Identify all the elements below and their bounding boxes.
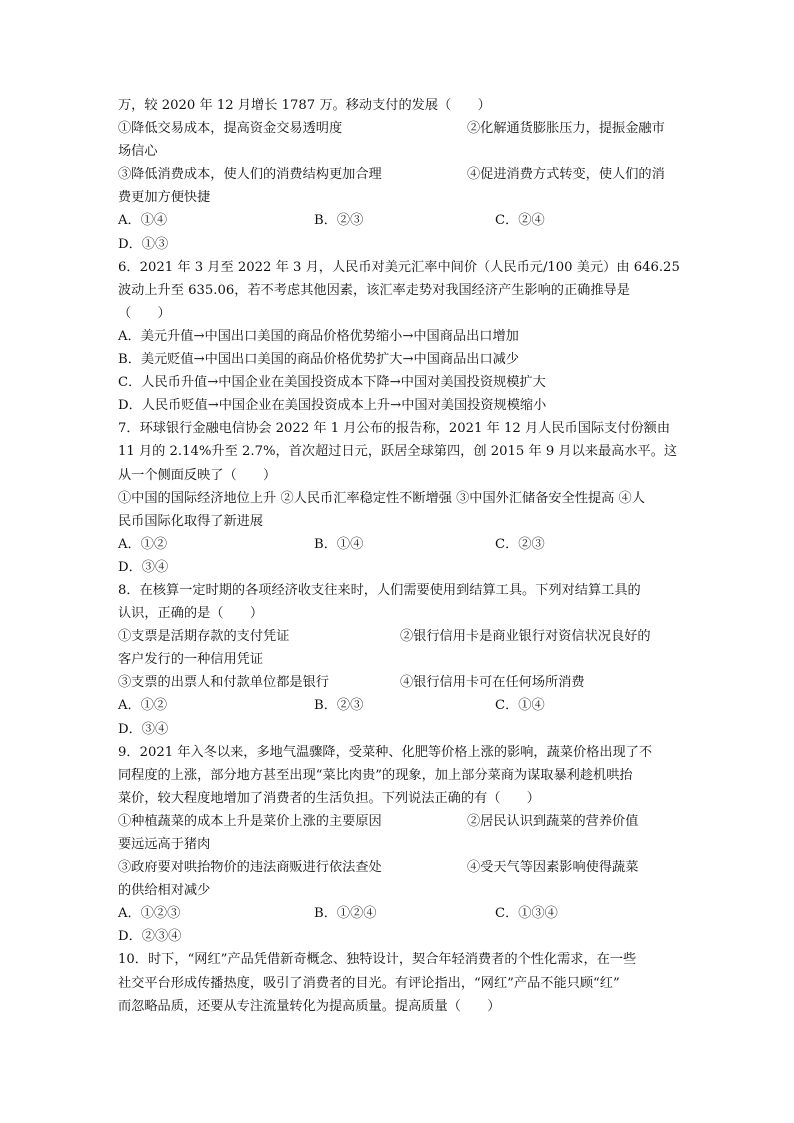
q6-answer-a: A．美元升值→中国出口美国的商品价格优势缩小→中国商品出口增加 bbox=[118, 328, 519, 344]
q8-stem-line1: 8．在核算一定时期的各项经济收支往来时，人们需要使用到结算工具。下列对结算工具的 bbox=[118, 582, 641, 598]
q6-answer-b: B．美元贬值→中国出口美国的商品价格优势扩大→中国商品出口减少 bbox=[118, 352, 520, 368]
q7-stem-line2: 11 月的 2.14%升至 2.7%，首次超过日元，跃居全球第四，创 2015 年 9 月以来最高水平。这 bbox=[118, 444, 678, 460]
q7-stem-line3: 从一个侧面反映了（ ） bbox=[118, 467, 277, 483]
q9-answer-c: C．①③④ bbox=[495, 906, 558, 922]
q7-answer-c: C．②③ bbox=[495, 536, 545, 552]
q6-answer-d: D．人民币贬值→中国企业在美国投资成本上升→中国对美国投资规模缩小 bbox=[118, 398, 547, 414]
q6-stem-line2: 波动上升至 635.06，若不考虑其他因素，该汇率走势对我国经济产生影响的正确推导是 bbox=[118, 282, 630, 298]
q8-answer-a: A．①② bbox=[118, 698, 168, 714]
q9-option-2: ②居民认识到蔬菜的营养价值 bbox=[467, 813, 639, 829]
q10-stem-line1: 10．时下，“网红”产品凭借新奇概念、独特设计，契合年轻消费者的个性化需求，在一些 bbox=[118, 952, 637, 968]
q8-option-4: ④银行信用卡可在任何场所消费 bbox=[400, 675, 585, 691]
q5-option-4-cont: 费更加方便快捷 bbox=[118, 190, 211, 206]
q6-stem-line1: 6．2021 年 3 月至 2022 年 3 月，人民币对美元汇率中间价（人民币元/100 美元）由 646.25 bbox=[118, 259, 680, 275]
q9-option-4: ④受天气等因素影响使得蔬菜 bbox=[467, 860, 639, 876]
q7-stem-line1: 7．环球银行金融电信协会 2022 年 1 月公布的报告称，2021 年 12 月人民币国际支付份额由 bbox=[118, 421, 671, 437]
q8-answer-c: C．①④ bbox=[495, 698, 545, 714]
q8-answers bbox=[118, 694, 680, 717]
q5-answer-b: B．②③ bbox=[314, 213, 364, 229]
q7-options-line1: ①中国的国际经济地位上升 ②人民币汇率稳定性不断增强 ③中国外汇储备安全性提高 ④人 bbox=[118, 490, 645, 506]
q10-stem-line2: 社交平台形成传播热度，吸引了消费者的目光。有评论指出，“网红”产品不能只顾“红” bbox=[118, 975, 620, 991]
q10-stem-line3: 而忽略品质，还要从专注流量转化为提高质量。提高质量（ ） bbox=[118, 998, 501, 1014]
q8-answer-b: B．②③ bbox=[314, 698, 364, 714]
q8-options-row2 bbox=[118, 671, 680, 694]
q5-options-row2 bbox=[118, 163, 680, 186]
q8-option-3: ③支票的出票人和付款单位都是银行 bbox=[118, 675, 329, 691]
q9-stem-line2: 同程度的上涨，部分地方甚至出现“菜比肉贵”的现象，加上部分菜商为谋取暴利趁机哄抬 bbox=[118, 767, 633, 783]
q9-option-2-cont: 要远远高于猪肉 bbox=[118, 837, 211, 852]
q8-stem-line2: 认识，正确的是（ ） bbox=[118, 606, 264, 622]
q7-answer-d: D．③④ bbox=[118, 559, 169, 575]
q9-answers bbox=[118, 902, 680, 925]
q5-option-2: ②化解通货膨胀压力，提振金融市 bbox=[467, 121, 665, 137]
q8-options-row1 bbox=[118, 625, 680, 648]
q9-options-row2 bbox=[118, 856, 680, 879]
q6-stem-line3: （ ） bbox=[118, 305, 171, 321]
q8-option-2: ②银行信用卡是商业银行对资信状况良好的 bbox=[400, 629, 651, 645]
q9-option-1: ①种植蔬菜的成本上升是菜价上涨的主要原因 bbox=[118, 813, 382, 829]
q5-stem-tail: 万，较 2020 年 12 月增长 1787 万。移动支付的发展（ ） bbox=[118, 98, 491, 113]
q5-answer-a: A．①④ bbox=[118, 213, 168, 229]
q5-option-4: ④促进消费方式转变，使人们的消 bbox=[467, 167, 665, 183]
q7-answers bbox=[118, 533, 680, 556]
q9-options-row1 bbox=[118, 810, 680, 833]
q5-option-2-cont: 场信心 bbox=[118, 144, 158, 160]
q9-option-3: ③政府要对哄抬物价的违法商贩进行依法查处 bbox=[118, 860, 382, 876]
q5-option-1: ①降低交易成本，提高资金交易透明度 bbox=[118, 121, 343, 137]
q7-answer-a: A．①② bbox=[118, 536, 168, 552]
q9-answer-d: D．②③④ bbox=[118, 929, 182, 945]
q8-answer-d: D．③④ bbox=[118, 721, 169, 737]
q9-answer-b: B．①②④ bbox=[314, 906, 377, 922]
q9-answer-a: A．①②③ bbox=[118, 906, 181, 922]
q8-option-2-cont: 客户发行的一种信用凭证 bbox=[118, 652, 264, 668]
q9-option-4-cont: 的供给相对减少 bbox=[118, 883, 211, 899]
q7-options-line2: 民币国际化取得了新进展 bbox=[118, 513, 264, 529]
q5-option-3: ③降低消费成本，使人们的消费结构更加合理 bbox=[118, 167, 382, 183]
q9-stem-line1: 9．2021 年入冬以来，多地气温骤降，受菜种、化肥等价格上涨的影响，蔬菜价格出现了不 bbox=[118, 744, 653, 760]
q5-answer-c: C．②④ bbox=[495, 213, 545, 229]
q5-options-row1 bbox=[118, 117, 680, 140]
q5-answers bbox=[118, 209, 680, 232]
q6-answer-c: C．人民币升值→中国企业在美国投资成本下降→中国对美国投资规模扩大 bbox=[118, 375, 546, 391]
q5-answer-d: D．①③ bbox=[118, 236, 169, 252]
exam-page bbox=[118, 94, 680, 1018]
q9-stem-line3: 菜价，较大程度地增加了消费者的生活负担。下列说法正确的有（ ） bbox=[118, 790, 540, 806]
q7-answer-b: B．①④ bbox=[314, 536, 364, 552]
q8-option-1: ①支票是活期存款的支付凭证 bbox=[118, 629, 290, 645]
